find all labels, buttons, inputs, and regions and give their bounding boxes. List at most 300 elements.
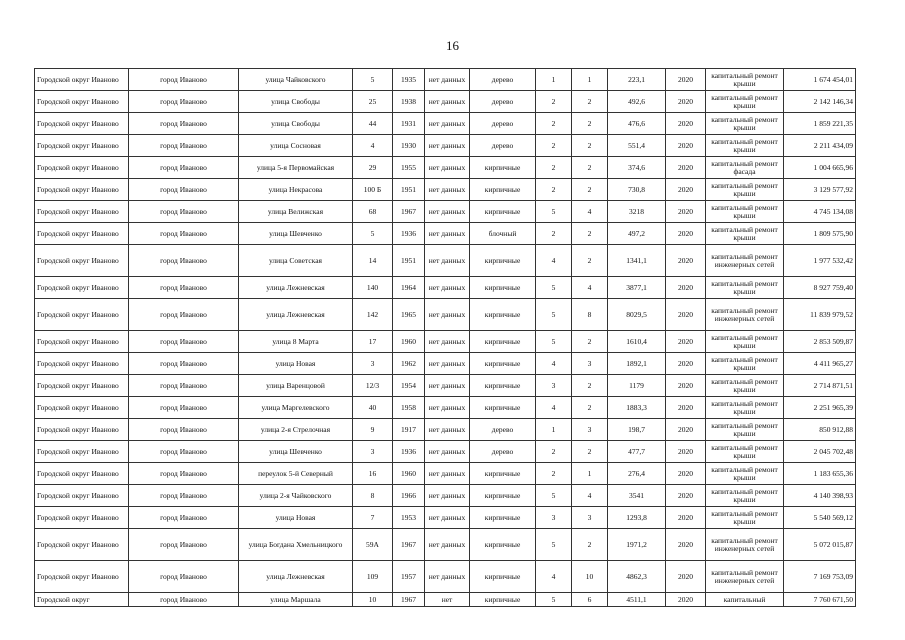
cell-area: 276,4 — [608, 463, 666, 485]
cell-settlement: город Иваново — [129, 353, 239, 375]
cell-repair-year: 2020 — [666, 91, 706, 113]
cell-data-status: нет данных — [425, 201, 470, 223]
cell-wall-material: кирпичные — [470, 245, 536, 277]
cell-cost: 1 977 532,42 — [784, 245, 856, 277]
cell-cost: 8 927 759,40 — [784, 277, 856, 299]
cell-repair-year: 2020 — [666, 223, 706, 245]
cell-repair-year: 2020 — [666, 179, 706, 201]
cell-entrances: 4 — [572, 485, 608, 507]
cell-street: улица 2-я Чайковского — [239, 485, 353, 507]
cell-entrances: 4 — [572, 201, 608, 223]
cell-wall-material: кирпичные — [470, 593, 536, 607]
cell-year-built: 1951 — [393, 179, 425, 201]
cell-cost: 2 142 146,34 — [784, 91, 856, 113]
cell-floors: 5 — [536, 331, 572, 353]
cell-year-built: 1967 — [393, 201, 425, 223]
cell-house-number: 3 — [353, 441, 393, 463]
cell-settlement: город Иваново — [129, 223, 239, 245]
cell-cost: 7 760 671,50 — [784, 593, 856, 607]
cell-entrances: 2 — [572, 157, 608, 179]
cell-street: переулок 5-й Северный — [239, 463, 353, 485]
cell-entrances: 4 — [572, 277, 608, 299]
cell-wall-material: кирпичные — [470, 179, 536, 201]
cell-house-number: 3 — [353, 353, 393, 375]
cell-entrances: 2 — [572, 529, 608, 561]
table-row — [35, 331, 856, 353]
cell-repair-year: 2020 — [666, 331, 706, 353]
cell-settlement: город Иваново — [129, 201, 239, 223]
cell-settlement: город Иваново — [129, 179, 239, 201]
cell-work-type: капитальный ремонт крыши — [706, 331, 784, 353]
cell-data-status: нет данных — [425, 397, 470, 419]
cell-data-status: нет данных — [425, 441, 470, 463]
table-row — [35, 529, 856, 561]
cell-area: 1179 — [608, 375, 666, 397]
cell-entrances: 3 — [572, 353, 608, 375]
table-row — [35, 561, 856, 593]
cell-cost: 2 714 871,51 — [784, 375, 856, 397]
cell-cost: 1 183 655,36 — [784, 463, 856, 485]
cell-street: улица Маршала — [239, 593, 353, 607]
cell-municipality: Городской округ Иваново — [35, 277, 129, 299]
repair-program-table — [34, 68, 856, 607]
cell-entrances: 2 — [572, 245, 608, 277]
cell-cost: 11 839 979,52 — [784, 299, 856, 331]
cell-data-status: нет данных — [425, 179, 470, 201]
cell-floors: 4 — [536, 397, 572, 419]
table-row — [35, 201, 856, 223]
cell-cost: 4 411 965,27 — [784, 353, 856, 375]
cell-data-status: нет данных — [425, 561, 470, 593]
cell-entrances: 1 — [572, 463, 608, 485]
cell-wall-material: дерево — [470, 419, 536, 441]
cell-data-status: нет данных — [425, 223, 470, 245]
cell-floors: 3 — [536, 507, 572, 529]
cell-settlement: город Иваново — [129, 299, 239, 331]
cell-floors: 4 — [536, 353, 572, 375]
cell-work-type: капитальный ремонт крыши — [706, 353, 784, 375]
cell-street: улица 5-я Первомайская — [239, 157, 353, 179]
cell-data-status: нет данных — [425, 419, 470, 441]
cell-floors: 3 — [536, 375, 572, 397]
page-number: 16 — [446, 38, 459, 53]
cell-area: 1892,1 — [608, 353, 666, 375]
cell-entrances: 2 — [572, 331, 608, 353]
cell-settlement: город Иваново — [129, 331, 239, 353]
cell-house-number: 109 — [353, 561, 393, 593]
cell-work-type: капитальный ремонт крыши — [706, 419, 784, 441]
cell-municipality: Городской округ Иваново — [35, 331, 129, 353]
cell-entrances: 2 — [572, 223, 608, 245]
table-row — [35, 157, 856, 179]
cell-street: улица Свободы — [239, 113, 353, 135]
cell-year-built: 1955 — [393, 157, 425, 179]
cell-wall-material: дерево — [470, 441, 536, 463]
table-row — [35, 419, 856, 441]
cell-house-number: 12/3 — [353, 375, 393, 397]
cell-area: 198,7 — [608, 419, 666, 441]
cell-settlement: город Иваново — [129, 135, 239, 157]
cell-municipality: Городской округ Иваново — [35, 529, 129, 561]
table-row — [35, 507, 856, 529]
cell-municipality: Городской округ Иваново — [35, 245, 129, 277]
cell-municipality: Городской округ Иваново — [35, 69, 129, 91]
cell-data-status: нет данных — [425, 353, 470, 375]
cell-settlement: город Иваново — [129, 69, 239, 91]
cell-wall-material: блочный — [470, 223, 536, 245]
cell-cost: 2 853 509,87 — [784, 331, 856, 353]
cell-work-type: капитальный ремонт крыши — [706, 397, 784, 419]
cell-municipality: Городской округ Иваново — [35, 223, 129, 245]
cell-street: улица Лежневская — [239, 299, 353, 331]
cell-house-number: 68 — [353, 201, 393, 223]
cell-work-type: капитальный — [706, 593, 784, 607]
cell-repair-year: 2020 — [666, 201, 706, 223]
cell-entrances: 8 — [572, 299, 608, 331]
cell-area: 1610,4 — [608, 331, 666, 353]
cell-street: улица Богдана Хмельницкого — [239, 529, 353, 561]
cell-data-status: нет данных — [425, 113, 470, 135]
cell-area: 730,8 — [608, 179, 666, 201]
cell-repair-year: 2020 — [666, 157, 706, 179]
table-row — [35, 113, 856, 135]
cell-cost: 2 251 965,39 — [784, 397, 856, 419]
cell-street: улица Новая — [239, 507, 353, 529]
cell-settlement: город Иваново — [129, 113, 239, 135]
cell-house-number: 4 — [353, 135, 393, 157]
cell-wall-material: кирпичные — [470, 463, 536, 485]
cell-floors: 2 — [536, 223, 572, 245]
cell-area: 1293,8 — [608, 507, 666, 529]
cell-data-status: нет данных — [425, 485, 470, 507]
cell-wall-material: дерево — [470, 69, 536, 91]
cell-municipality: Городской округ Иваново — [35, 179, 129, 201]
cell-work-type: капитальный ремонт крыши — [706, 201, 784, 223]
table-body — [35, 69, 856, 607]
table-row — [35, 593, 856, 607]
cell-data-status: нет — [425, 593, 470, 607]
cell-municipality: Городской округ — [35, 593, 129, 607]
cell-cost: 7 169 753,09 — [784, 561, 856, 593]
cell-area: 1971,2 — [608, 529, 666, 561]
cell-municipality: Городской округ Иваново — [35, 157, 129, 179]
cell-work-type: капитальный ремонт инженерных сетей — [706, 561, 784, 593]
cell-area: 4511,1 — [608, 593, 666, 607]
cell-year-built: 1938 — [393, 91, 425, 113]
cell-cost: 1 859 221,35 — [784, 113, 856, 135]
cell-settlement: город Иваново — [129, 397, 239, 419]
cell-repair-year: 2020 — [666, 529, 706, 561]
cell-settlement: город Иваново — [129, 91, 239, 113]
cell-repair-year: 2020 — [666, 353, 706, 375]
cell-floors: 1 — [536, 69, 572, 91]
cell-municipality: Городской округ Иваново — [35, 299, 129, 331]
cell-year-built: 1936 — [393, 441, 425, 463]
cell-settlement: город Иваново — [129, 593, 239, 607]
cell-settlement: город Иваново — [129, 277, 239, 299]
cell-repair-year: 2020 — [666, 441, 706, 463]
cell-house-number: 14 — [353, 245, 393, 277]
cell-municipality: Городской округ Иваново — [35, 507, 129, 529]
cell-entrances: 2 — [572, 135, 608, 157]
cell-area: 4862,3 — [608, 561, 666, 593]
cell-work-type: капитальный ремонт крыши — [706, 507, 784, 529]
cell-year-built: 1962 — [393, 353, 425, 375]
cell-wall-material: кирпичные — [470, 201, 536, 223]
cell-house-number: 25 — [353, 91, 393, 113]
cell-work-type: капитальный ремонт крыши — [706, 69, 784, 91]
cell-municipality: Городской округ Иваново — [35, 397, 129, 419]
table-row — [35, 135, 856, 157]
cell-municipality: Городской округ Иваново — [35, 485, 129, 507]
cell-wall-material: кирпичные — [470, 485, 536, 507]
cell-house-number: 29 — [353, 157, 393, 179]
cell-settlement: город Иваново — [129, 419, 239, 441]
cell-street: улица Лежневская — [239, 277, 353, 299]
cell-floors: 5 — [536, 277, 572, 299]
cell-data-status: нет данных — [425, 463, 470, 485]
cell-repair-year: 2020 — [666, 507, 706, 529]
cell-entrances: 10 — [572, 561, 608, 593]
table-row — [35, 375, 856, 397]
cell-settlement: город Иваново — [129, 529, 239, 561]
cell-street: улица Шевченко — [239, 223, 353, 245]
table-row — [35, 485, 856, 507]
cell-year-built: 1951 — [393, 245, 425, 277]
cell-street: улица 2-я Стрелочная — [239, 419, 353, 441]
cell-floors: 2 — [536, 135, 572, 157]
cell-municipality: Городской округ Иваново — [35, 561, 129, 593]
cell-year-built: 1953 — [393, 507, 425, 529]
cell-area: 497,2 — [608, 223, 666, 245]
cell-house-number: 40 — [353, 397, 393, 419]
cell-house-number: 100 Б — [353, 179, 393, 201]
cell-house-number: 17 — [353, 331, 393, 353]
cell-settlement: город Иваново — [129, 375, 239, 397]
cell-settlement: город Иваново — [129, 463, 239, 485]
cell-work-type: капитальный ремонт инженерных сетей — [706, 299, 784, 331]
cell-year-built: 1960 — [393, 463, 425, 485]
cell-street: улица Свободы — [239, 91, 353, 113]
cell-wall-material: кирпичные — [470, 529, 536, 561]
cell-cost: 4 745 134,08 — [784, 201, 856, 223]
cell-municipality: Городской округ Иваново — [35, 135, 129, 157]
cell-work-type: капитальный ремонт крыши — [706, 485, 784, 507]
cell-wall-material: кирпичные — [470, 277, 536, 299]
cell-floors: 5 — [536, 201, 572, 223]
cell-wall-material: кирпичные — [470, 507, 536, 529]
cell-repair-year: 2020 — [666, 375, 706, 397]
cell-work-type: капитальный ремонт крыши — [706, 179, 784, 201]
cell-entrances: 2 — [572, 375, 608, 397]
cell-repair-year: 2020 — [666, 69, 706, 91]
cell-wall-material: кирпичные — [470, 299, 536, 331]
cell-repair-year: 2020 — [666, 485, 706, 507]
cell-street: улица Велижская — [239, 201, 353, 223]
table-row — [35, 353, 856, 375]
cell-data-status: нет данных — [425, 69, 470, 91]
cell-street: улица Шевченко — [239, 441, 353, 463]
cell-data-status: нет данных — [425, 529, 470, 561]
cell-settlement: город Иваново — [129, 507, 239, 529]
cell-municipality: Городской округ Иваново — [35, 463, 129, 485]
cell-cost: 5 540 569,12 — [784, 507, 856, 529]
cell-work-type: капитальный ремонт крыши — [706, 375, 784, 397]
cell-street: улица Лежневская — [239, 561, 353, 593]
table-row — [35, 397, 856, 419]
cell-area: 223,1 — [608, 69, 666, 91]
cell-wall-material: дерево — [470, 113, 536, 135]
cell-work-type: капитальный ремонт инженерных сетей — [706, 245, 784, 277]
table-row — [35, 223, 856, 245]
cell-area: 477,7 — [608, 441, 666, 463]
cell-floors: 2 — [536, 179, 572, 201]
cell-data-status: нет данных — [425, 277, 470, 299]
table-row — [35, 69, 856, 91]
cell-floors: 5 — [536, 593, 572, 607]
cell-year-built: 1954 — [393, 375, 425, 397]
cell-entrances: 1 — [572, 69, 608, 91]
cell-area: 8029,5 — [608, 299, 666, 331]
cell-entrances: 3 — [572, 419, 608, 441]
cell-wall-material: кирпичные — [470, 375, 536, 397]
cell-data-status: нет данных — [425, 507, 470, 529]
cell-repair-year: 2020 — [666, 277, 706, 299]
cell-data-status: нет данных — [425, 331, 470, 353]
cell-data-status: нет данных — [425, 299, 470, 331]
cell-area: 3218 — [608, 201, 666, 223]
cell-entrances: 2 — [572, 113, 608, 135]
cell-year-built: 1960 — [393, 331, 425, 353]
cell-municipality: Городской округ Иваново — [35, 353, 129, 375]
cell-area: 551,4 — [608, 135, 666, 157]
cell-house-number: 140 — [353, 277, 393, 299]
cell-cost: 1 809 575,90 — [784, 223, 856, 245]
cell-entrances: 6 — [572, 593, 608, 607]
cell-area: 492,6 — [608, 91, 666, 113]
cell-floors: 2 — [536, 157, 572, 179]
cell-year-built: 1966 — [393, 485, 425, 507]
cell-street: улица Некрасова — [239, 179, 353, 201]
cell-repair-year: 2020 — [666, 135, 706, 157]
cell-municipality: Городской округ Иваново — [35, 419, 129, 441]
cell-entrances: 2 — [572, 91, 608, 113]
cell-cost: 4 140 398,93 — [784, 485, 856, 507]
cell-house-number: 16 — [353, 463, 393, 485]
cell-municipality: Городской округ Иваново — [35, 201, 129, 223]
cell-street: улица Чайковского — [239, 69, 353, 91]
cell-street: улица Маргелевского — [239, 397, 353, 419]
cell-repair-year: 2020 — [666, 593, 706, 607]
cell-municipality: Городской округ Иваново — [35, 441, 129, 463]
cell-work-type: капитальный ремонт крыши — [706, 277, 784, 299]
cell-wall-material: кирпичные — [470, 397, 536, 419]
cell-wall-material: кирпичные — [470, 157, 536, 179]
cell-area: 3541 — [608, 485, 666, 507]
cell-data-status: нет данных — [425, 135, 470, 157]
cell-entrances: 2 — [572, 441, 608, 463]
cell-wall-material: кирпичные — [470, 331, 536, 353]
cell-wall-material: дерево — [470, 135, 536, 157]
cell-year-built: 1965 — [393, 299, 425, 331]
cell-floors: 5 — [536, 299, 572, 331]
cell-municipality: Городской округ Иваново — [35, 91, 129, 113]
cell-year-built: 1935 — [393, 69, 425, 91]
cell-municipality: Городской округ Иваново — [35, 113, 129, 135]
cell-work-type: капитальный ремонт крыши — [706, 441, 784, 463]
table-row — [35, 441, 856, 463]
cell-repair-year: 2020 — [666, 299, 706, 331]
cell-work-type: капитальный ремонт крыши — [706, 223, 784, 245]
cell-repair-year: 2020 — [666, 113, 706, 135]
cell-cost: 3 129 577,92 — [784, 179, 856, 201]
cell-street: улица Новая — [239, 353, 353, 375]
cell-house-number: 9 — [353, 419, 393, 441]
table-row — [35, 91, 856, 113]
cell-house-number: 44 — [353, 113, 393, 135]
cell-area: 3877,1 — [608, 277, 666, 299]
cell-work-type: капитальный ремонт крыши — [706, 113, 784, 135]
cell-house-number: 5 — [353, 223, 393, 245]
cell-settlement: город Иваново — [129, 245, 239, 277]
cell-cost: 1 004 665,96 — [784, 157, 856, 179]
cell-floors: 4 — [536, 561, 572, 593]
cell-year-built: 1936 — [393, 223, 425, 245]
cell-house-number: 8 — [353, 485, 393, 507]
table-row — [35, 463, 856, 485]
cell-year-built: 1930 — [393, 135, 425, 157]
table-row — [35, 179, 856, 201]
cell-repair-year: 2020 — [666, 397, 706, 419]
cell-area: 1341,1 — [608, 245, 666, 277]
cell-floors: 2 — [536, 441, 572, 463]
table-row — [35, 299, 856, 331]
cell-settlement: город Иваново — [129, 485, 239, 507]
cell-house-number: 5 — [353, 69, 393, 91]
cell-area: 476,6 — [608, 113, 666, 135]
cell-work-type: капитальный ремонт крыши — [706, 463, 784, 485]
cell-area: 1883,3 — [608, 397, 666, 419]
cell-work-type: капитальный ремонт инженерных сетей — [706, 529, 784, 561]
cell-repair-year: 2020 — [666, 463, 706, 485]
cell-house-number: 10 — [353, 593, 393, 607]
cell-cost: 5 072 015,87 — [784, 529, 856, 561]
cell-data-status: нет данных — [425, 91, 470, 113]
cell-entrances: 3 — [572, 507, 608, 529]
cell-floors: 2 — [536, 91, 572, 113]
cell-year-built: 1931 — [393, 113, 425, 135]
cell-wall-material: дерево — [470, 91, 536, 113]
cell-house-number: 7 — [353, 507, 393, 529]
cell-floors: 2 — [536, 463, 572, 485]
cell-year-built: 1917 — [393, 419, 425, 441]
cell-street: улица Советская — [239, 245, 353, 277]
cell-repair-year: 2020 — [666, 419, 706, 441]
table-row — [35, 277, 856, 299]
cell-settlement: город Иваново — [129, 157, 239, 179]
cell-street: улица Сосновая — [239, 135, 353, 157]
cell-repair-year: 2020 — [666, 561, 706, 593]
cell-municipality: Городской округ Иваново — [35, 375, 129, 397]
cell-settlement: город Иваново — [129, 561, 239, 593]
cell-cost: 850 912,88 — [784, 419, 856, 441]
cell-street: улица Варенцовой — [239, 375, 353, 397]
cell-floors: 5 — [536, 485, 572, 507]
cell-entrances: 2 — [572, 179, 608, 201]
cell-house-number: 59А — [353, 529, 393, 561]
cell-data-status: нет данных — [425, 245, 470, 277]
cell-work-type: капитальный ремонт крыши — [706, 91, 784, 113]
